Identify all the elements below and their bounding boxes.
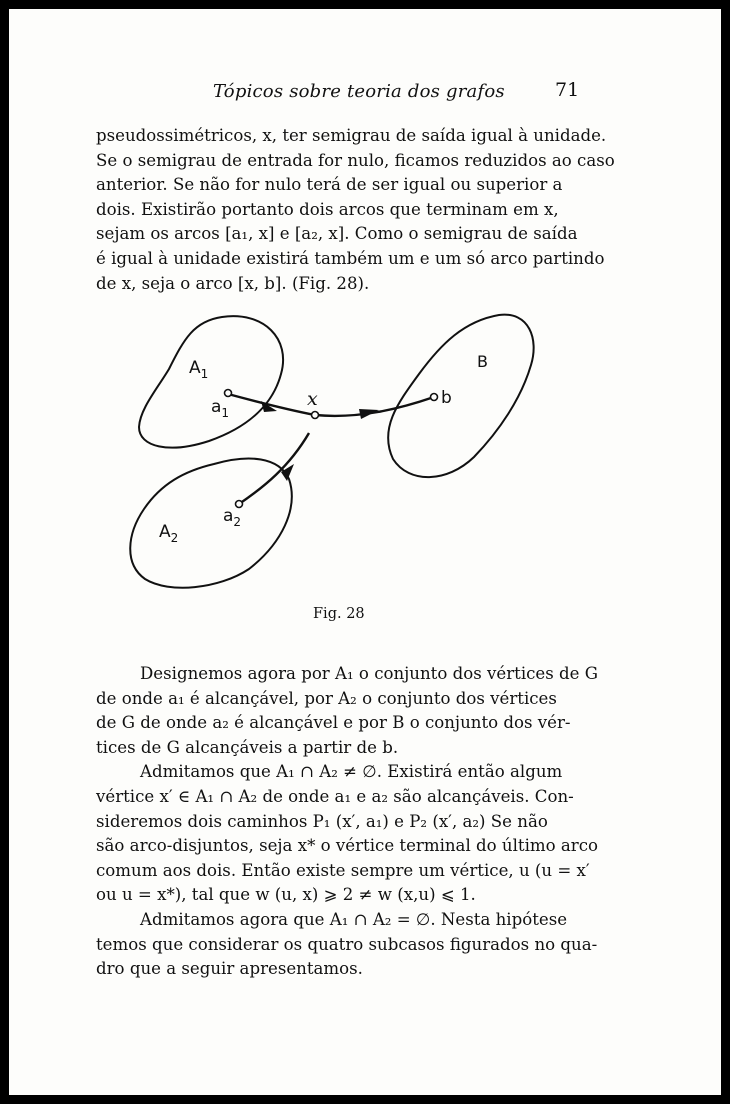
- text-line: Admitamos que A₁ ∩ A₂ ≠ ∅. Existirá então algum: [140, 762, 563, 782]
- page-number: 71: [555, 79, 580, 101]
- text-line: pseudossimétricos, x, ter semigrau de saída igual à unidade.: [96, 126, 607, 145]
- text-line: vértice x′ ∈ A₁ ∩ A₂ de onde a₁ e a₂ são alcançáveis. Con-: [96, 786, 574, 806]
- label-x: x: [307, 388, 318, 410]
- label-A2: $A_2$: [159, 522, 179, 545]
- text-line: é igual à unidade existirá também um e um só arco partindo: [96, 248, 605, 268]
- vertex-b: [431, 394, 438, 401]
- text-line: dois. Existirão portanto dois arcos que terminam em x,: [96, 199, 559, 219]
- text-line: anterior. Se não for nulo terá de ser igual ou superior a: [96, 175, 563, 195]
- text-line: de x, seja o arco [x, b]. (Fig. 28).: [96, 273, 370, 293]
- figure-caption: Fig. 28: [313, 606, 365, 622]
- text-line: comum aos dois. Então existe sempre um vértice, u (u = x′: [96, 860, 590, 880]
- book-page: [9, 9, 721, 1095]
- text-line: Se o semigrau de entrada for nulo, ficamos reduzidos ao caso: [96, 150, 615, 170]
- text-line: temos que considerar os quatro subcasos figurados no qua-: [96, 934, 598, 954]
- arc-a2-x: [239, 433, 309, 504]
- label-B: B: [477, 352, 488, 371]
- text-line: Designemos agora por A₁ o conjunto dos vértices de G: [140, 664, 598, 683]
- vertex-a1: [225, 390, 232, 397]
- text-line: sejam os arcos [a₁, x] e [a₂, x]. Como o semigrau de saída: [96, 224, 578, 244]
- text-line: dro que a seguir apresentamos.: [96, 959, 363, 979]
- label-b: b: [441, 388, 452, 408]
- label-A1: $A_1$: [189, 358, 209, 381]
- region-B: [388, 315, 534, 478]
- text-line: tices de G alcançáveis a partir de b.: [96, 737, 399, 757]
- running-header-title: Tópicos sobre teoria dos grafos: [213, 81, 505, 102]
- vertex-a2: [236, 501, 243, 508]
- text-line: são arco-disjuntos, seja x* o vértice terminal do último arco: [96, 836, 599, 856]
- arrowhead-x-b: [359, 409, 379, 419]
- text-line: sideremos dois caminhos P₁ (x′, a₁) e P₂ (x′, a₂) Se não: [96, 811, 548, 831]
- text-line: de G de onde a₂ é alcançável e por B o conjunto dos vér-: [96, 713, 571, 733]
- arc-x-b: [315, 397, 434, 416]
- paragraph-2: [96, 662, 599, 982]
- vertex-x: [312, 412, 319, 419]
- figure-28-diagram: [9, 9, 721, 609]
- region-A2: [130, 459, 292, 588]
- region-A1: [139, 316, 283, 447]
- text-line: Admitamos agora que A₁ ∩ A₂ = ∅. Nesta hipótese: [140, 909, 568, 929]
- text-line: ou u = x*), tal que w (u, x) ⩾ 2 ≠ w (x,u) ⩽ 1.: [96, 885, 476, 905]
- text-line: de onde a₁ é alcançável, por A₂ o conjunto dos vértices: [96, 688, 557, 708]
- label-a2: $a_2$: [223, 506, 242, 529]
- label-a1: $a_1$: [211, 397, 230, 420]
